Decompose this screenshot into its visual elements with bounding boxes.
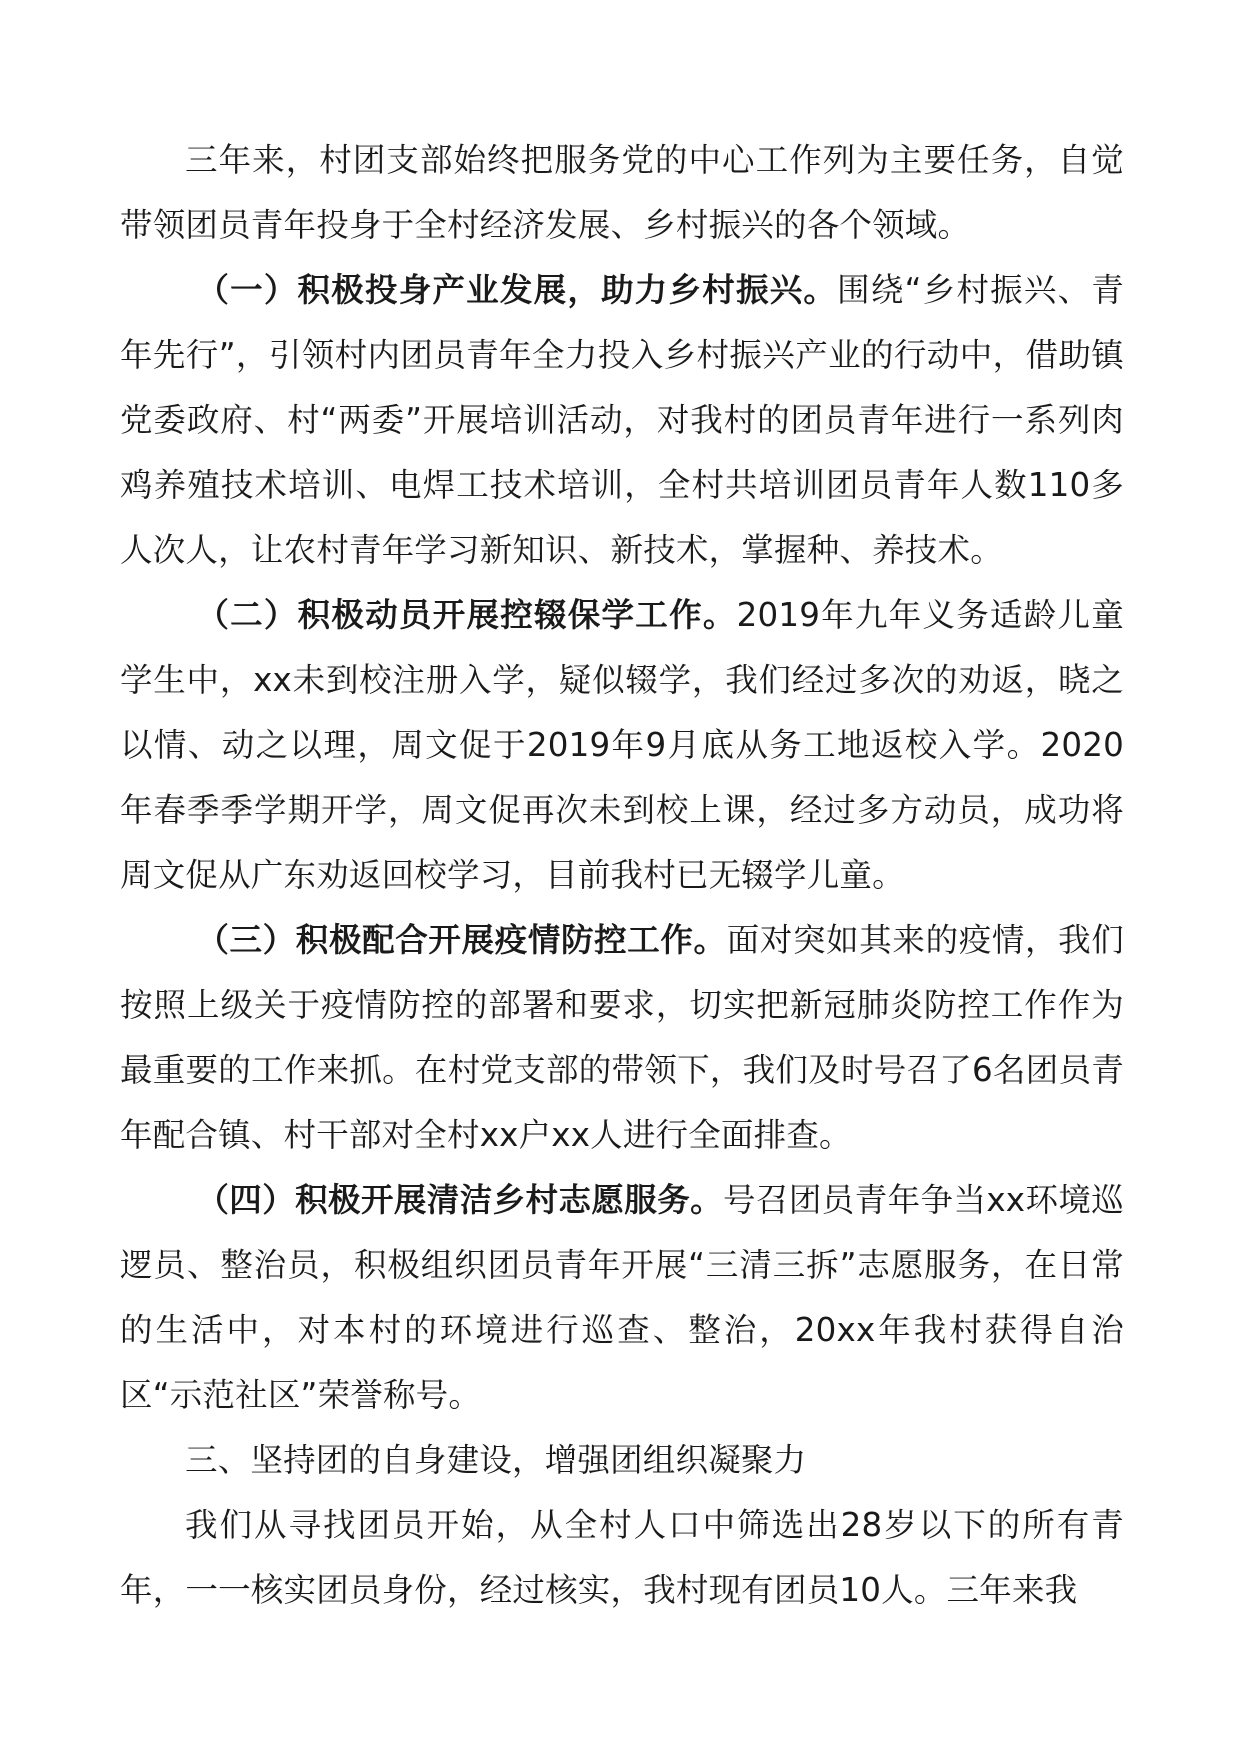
item-1-paragraph <box>120 258 1124 583</box>
document-page <box>120 128 1124 1623</box>
closing-paragraph: 我们从寻找团员开始，从全村人口中筛选出28岁以下的所有青年，一一核实团员身份，经过核实，我村现有团员10人。三年来我 <box>120 1506 1124 1609</box>
item-2-body: 2019年九年义务适龄儿童学生中，xx未到校注册入学，疑似辍学，我们经过多次的劝返，晓之以情、动之以理，周文促于2019年9月底从务工地返校入学。2020年春季季学期开学，周文促再次未到校上课，经过多方动员，成功将周文促从广东劝返回校学习，目前我村已无辍学儿童。 <box>120 596 1124 894</box>
intro-paragraph: 三年来，村团支部始终把服务党的中心工作列为主要任务，自觉带领团员青年投身于全村经济发展、乡村振兴的各个领域。 <box>120 141 1124 244</box>
item-3-body: 面对突如其来的疫情，我们按照上级关于疫情防控的部署和要求，切实把新冠肺炎防控工作作为最重要的工作来抓。在村党支部的带领下，我们及时号召了6名团员青年配合镇、村干部对全村xx户xx人进行全面排查。 <box>120 921 1124 1154</box>
section-3-heading: 三、坚持团的自身建设，增强团组织凝聚力 <box>185 1441 807 1479</box>
item-1-body: 围绕“乡村振兴、青年先行”，引领村内团员青年全力投入乡村振兴产业的行动中，借助镇党委政府、村“两委”开展培训活动，对我村的团员青年进行一系列肉鸡养殖技术培训、电焊工技术培训，全村共培训团员青年人数110多人次人，让农村青年学习新知识、新技术，掌握种、养技术。 <box>120 271 1124 569</box>
item-2-heading: （二）积极动员开展控辍保学工作。 <box>196 596 737 634</box>
item-1-heading: （一）积极投身产业发展，助力乡村振兴。 <box>196 271 838 309</box>
item-4-paragraph <box>120 1168 1124 1428</box>
item-4-body: 号召团员青年争当xx环境巡逻员、整治员，积极组织团员青年开展“三清三拆”志愿服务，在日常的生活中，对本村的环境进行巡查、整治，20xx年我村获得自治区“示范社区”荣誉称号。 <box>120 1181 1124 1414</box>
item-2-paragraph <box>120 583 1124 908</box>
item-4-heading: （四）积极开展清洁乡村志愿服务。 <box>196 1181 724 1219</box>
item-3-heading: （三）积极配合开展疫情防控工作。 <box>196 921 727 959</box>
item-3-paragraph <box>120 908 1124 1168</box>
